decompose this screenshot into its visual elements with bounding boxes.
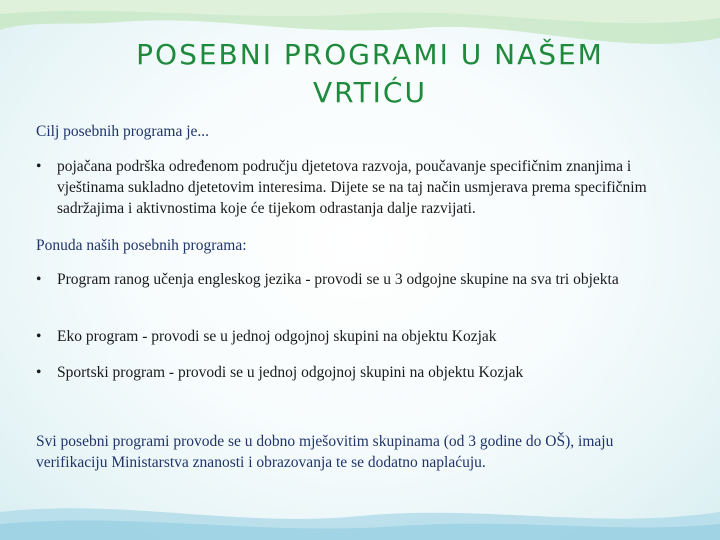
program-item xyxy=(36,362,696,383)
program-item xyxy=(36,326,696,347)
program-item-text: Sportski program - provodi se u jednoj odgojnoj skupini na objektu Kozjak xyxy=(57,364,524,381)
program-item xyxy=(36,269,676,290)
closing-text: Svi posebni programi provode se u dobno mješovitim skupinama (od 3 godine do OŠ), imaju verifikaciju Ministarstva znanosti i obrazovanja te se dodatno naplaćuju. xyxy=(36,433,614,471)
intro-text: Cilj posebnih programa je... xyxy=(36,123,210,140)
bullet-glyph: • xyxy=(36,158,42,175)
bullet-glyph: • xyxy=(36,364,42,381)
program-item-text: Program ranog učenja engleskog jezika - provodi se u 3 odgojne skupine na sva tri objekta xyxy=(57,271,619,288)
slide-title xyxy=(60,36,680,112)
program-item-text: Eko program - provodi se u jednoj odgojnoj skupini na objektu Kozjak xyxy=(57,328,497,345)
offer-heading: Ponuda naših posebnih programa: xyxy=(36,237,247,254)
goal-bullet xyxy=(36,156,696,219)
goal-bullet-text: pojačana podrška određenom području djetetova razvoja, poučavanje specifičnim znanjima i vještinama sukladno djetetovim interesima. Dijete se na taj način usmjerava prema specifičnim sadržajima i aktivnostima koje će tijekom odrastanja dalje razvijati. xyxy=(57,158,647,217)
title-line-1: POSEBNI PROGRAMI U NAŠEM xyxy=(136,38,604,71)
bullet-glyph: • xyxy=(36,271,42,288)
bullet-glyph: • xyxy=(36,328,42,345)
title-line-2: VRTIĆU xyxy=(313,76,427,109)
